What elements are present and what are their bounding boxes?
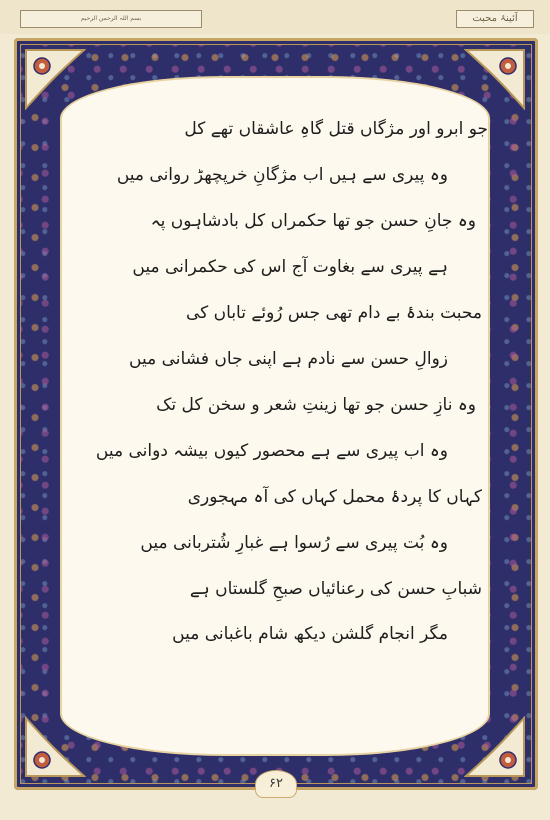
poem-line: وہ بُت پیری سے رُسوا ہے غبارِ شُتربانی میں [140,533,448,553]
poem-line: شبابِ حسن کی رعنائیاں صبحِ گلستاں ہے [189,579,482,599]
poem-body [62,118,488,718]
poem-line: وہ پیری سے ہیں اب مژگانِ خرپچھڑ روانی میں [116,165,448,185]
poem-line: مگر انجام گلشن دیکھ شام باغبانی میں [172,624,448,644]
poem-line: وہ اب پیری سے ہے محصور کیوں بیشہ دوانی میں [95,441,448,461]
poem-line: زوالِ حسن سے نادم ہے اپنی جاں فشانی میں [129,349,448,369]
header-bar [0,0,550,34]
poem-line: کہاں کا پردۂ محمل کہاں کی آہ مہجوری [187,487,482,507]
poem-line: محبت بندۂ بے دام تھی جس رُوئے تاباں کی [186,303,482,323]
page-number: ۶۲ [255,770,297,798]
poem-line: جو ابرو اور مژگاں قتل گاہِ عاشقاں تھے کل [184,119,488,139]
header-ornament-label: بسم اللہ الرحمن الرحیم [20,10,202,28]
poem-line: ہے پیری سے بغاوت آج اس کی حکمرانی میں [132,257,448,277]
book-title: آئینۂ محبت [456,10,534,28]
poem-line: وہ نازِ حسن جو تھا زینتِ شعر و سخن کل تک [156,395,476,415]
poem-line: وہ جانِ حسن جو تھا حکمراں کل بادشاہوں پہ [150,211,476,231]
